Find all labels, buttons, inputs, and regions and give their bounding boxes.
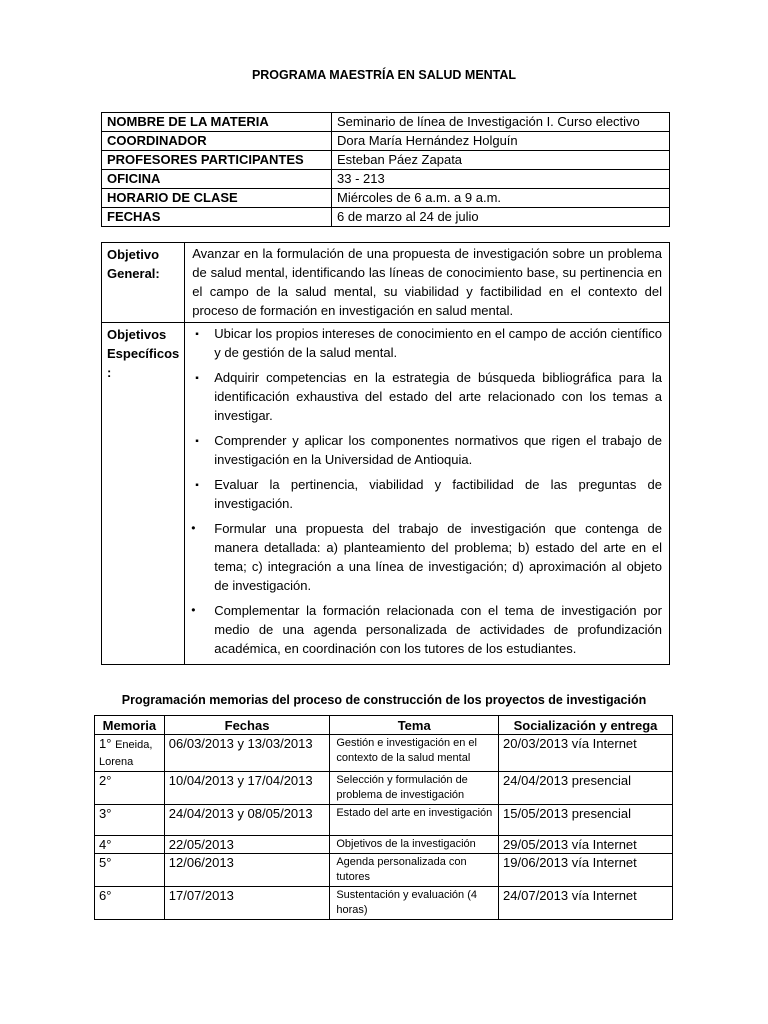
memoria-number: 6° bbox=[99, 888, 112, 903]
header-tema: Tema bbox=[330, 716, 499, 735]
list-item bbox=[195, 431, 662, 469]
tema-cell: Estado del arte en investigación bbox=[330, 805, 499, 836]
entrega-cell: 24/07/2013 vía Internet bbox=[499, 887, 673, 920]
objective-text: Formular una propuesta del trabajo de investigación que contenga de manera detallada: a) planteamiento del problema; b) estado del arte en el tema; c) integración a una línea de investigación; d) aproximación al objeto de investigación. bbox=[214, 521, 662, 593]
entrega-cell: 20/03/2013 vía Internet bbox=[499, 735, 673, 772]
list-item bbox=[195, 475, 662, 513]
info-value: 33 - 213 bbox=[332, 170, 670, 189]
memoria-number: 4° bbox=[99, 837, 112, 852]
schedule-title: Programación memorias del proceso de construcción de los proyectos de investigación bbox=[121, 693, 647, 707]
info-label: COORDINADOR bbox=[102, 132, 332, 151]
table-row bbox=[95, 805, 673, 836]
memoria-number: 3° bbox=[99, 806, 112, 821]
square-bullet-icon: ▪ bbox=[195, 480, 199, 491]
list-item bbox=[195, 368, 662, 425]
entrega-cell: 29/05/2013 vía Internet bbox=[499, 836, 673, 854]
info-row bbox=[102, 189, 670, 208]
header-memoria: Memoria bbox=[95, 716, 165, 735]
memoria-authors: Eneida, Lorena bbox=[99, 739, 153, 768]
memoria-number: 1° bbox=[99, 736, 112, 751]
table-row bbox=[95, 836, 673, 854]
objective-text: Complementar la formación relacionada con el tema de investigación por medio de una agenda personalizada de actividades de profundización académica, en coordinación con los tutores de los estudiantes. bbox=[214, 603, 662, 656]
objective-text: Ubicar los propios intereses de conocimiento en el campo de acción científico y de gestión de la salud mental. bbox=[214, 326, 662, 360]
info-row bbox=[102, 132, 670, 151]
info-label: PROFESORES PARTICIPANTES bbox=[102, 151, 332, 170]
memoria-cell bbox=[95, 854, 165, 887]
fechas-cell: 12/06/2013 bbox=[164, 854, 330, 887]
table-row bbox=[95, 887, 673, 920]
info-label: HORARIO DE CLASE bbox=[102, 189, 332, 208]
general-objective-label: Objetivo General: bbox=[102, 243, 185, 323]
info-value: Seminario de línea de Investigación I. Curso electivo bbox=[332, 113, 670, 132]
specific-objectives-label: Objetivos Específicos : bbox=[102, 323, 185, 665]
info-value: Dora María Hernández Holguín bbox=[332, 132, 670, 151]
tema-cell: Gestión e investigación en el contexto de la salud mental bbox=[330, 735, 499, 772]
info-row bbox=[102, 113, 670, 132]
table-row bbox=[95, 735, 673, 772]
tema-cell: Sustentación y evaluación (4 horas) bbox=[330, 887, 499, 920]
info-label: FECHAS bbox=[102, 208, 332, 227]
table-row bbox=[95, 854, 673, 887]
specific-objectives-row bbox=[102, 323, 670, 665]
info-value: Miércoles de 6 a.m. a 9 a.m. bbox=[332, 189, 670, 208]
general-objective-text: Avanzar en la formulación de una propuesta de investigación sobre un problema de salud mental, identificando las líneas de conocimiento base, su pertinencia en el campo de la salud mental, su viabilidad y factibilidad en el contexto del proceso de formación en investigación en salud mental. bbox=[185, 243, 670, 323]
objectives-table bbox=[101, 242, 670, 665]
objective-text: Comprender y aplicar los componentes normativos que rigen el trabajo de investigación en la Universidad de Antioquia. bbox=[214, 433, 662, 467]
tema-cell: Agenda personalizada con tutores bbox=[330, 854, 499, 887]
fechas-cell: 22/05/2013 bbox=[164, 836, 330, 854]
general-objective-row bbox=[102, 243, 670, 323]
header-entrega: Socialización y entrega bbox=[499, 716, 673, 735]
memoria-cell bbox=[95, 735, 165, 772]
info-row bbox=[102, 208, 670, 227]
memoria-cell bbox=[95, 772, 165, 805]
objective-text: Evaluar la pertinencia, viabilidad y factibilidad de las preguntas de investigación. bbox=[214, 477, 662, 511]
memoria-cell bbox=[95, 805, 165, 836]
entrega-cell: 19/06/2013 vía Internet bbox=[499, 854, 673, 887]
list-item bbox=[195, 324, 662, 362]
specific-objectives-list bbox=[191, 324, 662, 658]
fechas-cell: 24/04/2013 y 08/05/2013 bbox=[164, 805, 330, 836]
objective-text: Adquirir competencias en la estrategia de búsqueda bibliográfica para la identificación exhaustiva del estado del arte relacionado con los temas a investigar. bbox=[214, 370, 662, 423]
page-title: PROGRAMA MAESTRÍA EN SALUD MENTAL bbox=[251, 68, 517, 82]
info-label: OFICINA bbox=[102, 170, 332, 189]
info-value: 6 de marzo al 24 de julio bbox=[332, 208, 670, 227]
fechas-cell: 10/04/2013 y 17/04/2013 bbox=[164, 772, 330, 805]
info-value: Esteban Páez Zapata bbox=[332, 151, 670, 170]
dot-bullet-icon: • bbox=[191, 603, 196, 617]
memoria-cell bbox=[95, 836, 165, 854]
course-info-table bbox=[101, 112, 670, 227]
header-fechas: Fechas bbox=[164, 716, 330, 735]
list-item bbox=[191, 519, 662, 595]
memoria-number: 2° bbox=[99, 773, 112, 788]
dot-bullet-icon: • bbox=[191, 521, 196, 535]
specific-objectives-cell bbox=[185, 323, 670, 665]
entrega-cell: 24/04/2013 presencial bbox=[499, 772, 673, 805]
square-bullet-icon: ▪ bbox=[195, 373, 199, 384]
list-item bbox=[191, 601, 662, 658]
tema-cell: Selección y formulación de problema de investigación bbox=[330, 772, 499, 805]
memoria-number: 5° bbox=[99, 855, 112, 870]
square-bullet-icon: ▪ bbox=[195, 436, 199, 447]
fechas-cell: 06/03/2013 y 13/03/2013 bbox=[164, 735, 330, 772]
schedule-header-row bbox=[95, 716, 673, 735]
info-label: NOMBRE DE LA MATERIA bbox=[102, 113, 332, 132]
fechas-cell: 17/07/2013 bbox=[164, 887, 330, 920]
info-row bbox=[102, 170, 670, 189]
table-row bbox=[95, 772, 673, 805]
info-row bbox=[102, 151, 670, 170]
tema-cell: Objetivos de la investigación bbox=[330, 836, 499, 854]
schedule-table bbox=[94, 715, 673, 920]
memoria-cell bbox=[95, 887, 165, 920]
entrega-cell: 15/05/2013 presencial bbox=[499, 805, 673, 836]
square-bullet-icon: ▪ bbox=[195, 329, 199, 340]
